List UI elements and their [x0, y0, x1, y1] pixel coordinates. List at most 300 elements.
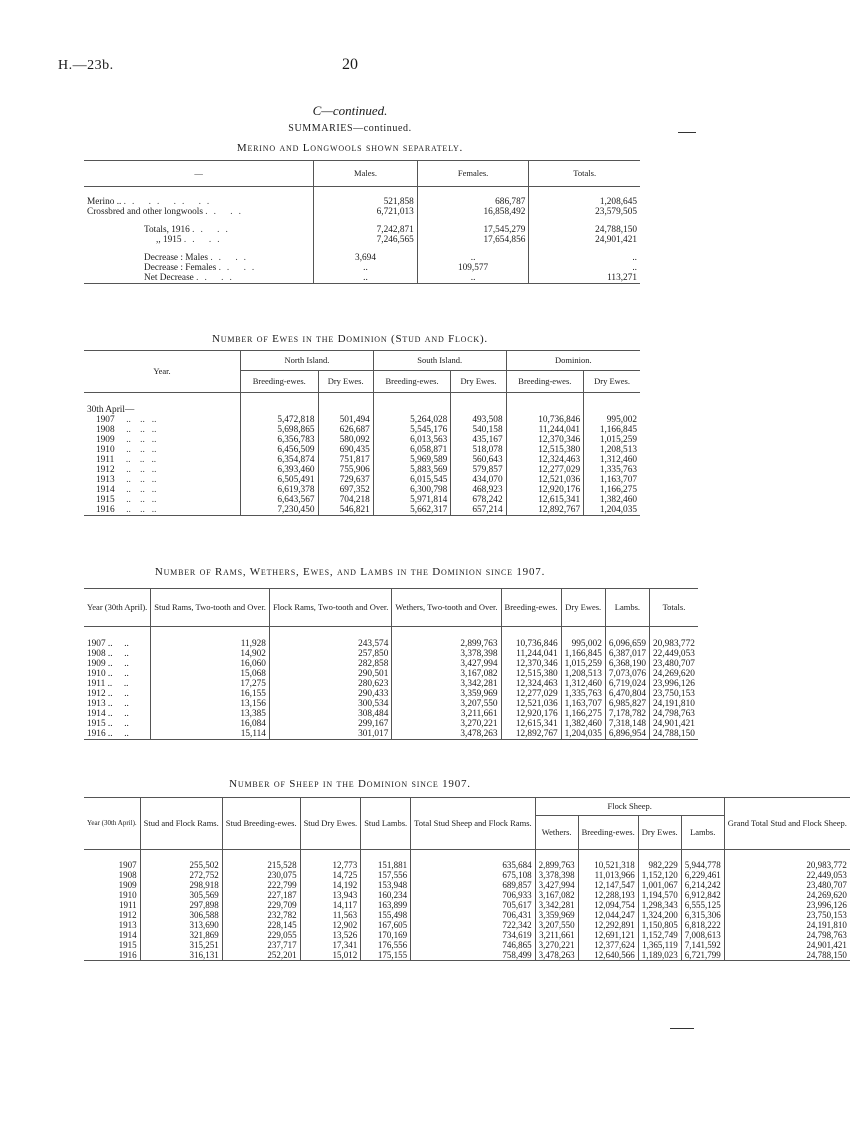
leader-dots: .. ..	[105, 668, 129, 679]
cell: 170,169	[361, 930, 411, 940]
cell: 15,012	[300, 950, 361, 961]
cell: 14,117	[300, 900, 361, 910]
cell: 729,637	[318, 475, 373, 485]
cell: 3,207,550	[392, 699, 501, 709]
cell: 1,152,120	[638, 870, 681, 880]
sub-head: Breeding-ewes.	[241, 371, 319, 393]
col-head: Totals.	[529, 161, 640, 187]
cell: 306,588	[140, 910, 222, 920]
table-row	[84, 639, 698, 649]
year-cell: 1915	[118, 939, 137, 950]
cell: 12,324,463	[501, 679, 561, 689]
table1-title: Merino and Longwools shown separately.	[236, 142, 464, 154]
cell: 7,141,592	[681, 940, 724, 950]
year-head: Year (30th April).	[84, 798, 140, 850]
row-label: Totals, 1916	[144, 224, 190, 235]
year-cell: 1910	[118, 889, 137, 900]
cell: 5,883,569	[373, 465, 451, 475]
leader-dots: .. ..	[105, 648, 129, 659]
cell: 15,114	[151, 729, 270, 740]
cell: 1,163,707	[584, 475, 640, 485]
table-row	[84, 900, 850, 910]
leader-dots: .. .. ..	[114, 464, 157, 475]
cell: 5,662,317	[373, 505, 451, 516]
cell: 23,750,153	[650, 689, 698, 699]
cell: 290,433	[269, 689, 391, 699]
cell: 12,324,463	[506, 455, 584, 465]
col-head: Breeding-ewes.	[501, 589, 561, 627]
table-row	[84, 950, 850, 961]
cell: 690,435	[318, 445, 373, 455]
cell: 5,969,589	[373, 455, 451, 465]
year-cell	[84, 425, 241, 435]
leader-dots: .. ..	[105, 638, 129, 649]
cell: 255,502	[140, 860, 222, 870]
sub-head: Dry Ewes.	[318, 371, 373, 393]
cell: 635,684	[411, 860, 535, 870]
col-head: Year (30th April).	[87, 602, 148, 612]
cell: 14,725	[300, 870, 361, 880]
cell: 6,393,460	[241, 465, 319, 475]
sub-head: Lambs.	[681, 816, 724, 850]
cell: 313,690	[140, 920, 222, 930]
cell: 3,270,221	[535, 940, 578, 950]
col-head: Dry Ewes.	[561, 589, 605, 627]
cell: 3,478,263	[535, 950, 578, 961]
table1-merino-longwools	[84, 160, 640, 284]
table-row	[84, 689, 698, 699]
sub-head: Dry Ewes.	[638, 816, 681, 850]
cell: 10,736,846	[506, 415, 584, 425]
col-head: —	[194, 168, 203, 178]
cell: 24,798,763	[650, 709, 698, 719]
cell: 6,387,017	[605, 649, 649, 659]
cell: 160,234	[361, 890, 411, 900]
table4-title: Number of Sheep in the Dominion since 1907.	[229, 778, 471, 790]
year-label: 1910	[87, 668, 106, 679]
cell: 1,208,513	[561, 669, 605, 679]
year-label: 1908	[96, 424, 115, 435]
cell: 1,189,023	[638, 950, 681, 961]
table-row	[84, 415, 640, 425]
cell: 3,427,994	[392, 659, 501, 669]
sub-head: Breeding-ewes.	[373, 371, 451, 393]
table3-rams-wethers	[84, 588, 698, 740]
cell: 12,773	[300, 860, 361, 870]
sub-head: Breeding-ewes.	[578, 816, 638, 850]
year-label: 1908	[87, 648, 106, 659]
cell: 153,948	[361, 880, 411, 890]
cell: 1,382,460	[561, 719, 605, 729]
table-row	[84, 455, 640, 465]
year-cell	[84, 475, 241, 485]
table-row: Crossbred and other longwools .. .. 6,721,013 16,858,492 23,579,505	[84, 207, 640, 217]
table-row	[84, 910, 850, 920]
cell: 706,431	[411, 910, 535, 920]
leader-dots: .. .. ..	[114, 414, 157, 425]
lead-label: 30th April—	[87, 404, 135, 415]
cell: 1,204,035	[561, 729, 605, 740]
cell: 23,996,126	[650, 679, 698, 689]
cell: 3,270,221	[392, 719, 501, 729]
cell: 222,799	[222, 880, 300, 890]
year-cell	[84, 465, 241, 475]
cell: 16,060	[151, 659, 270, 669]
cell: 237,717	[222, 940, 300, 950]
cell: 11,928	[151, 639, 270, 649]
cell: 1,194,570	[638, 890, 681, 900]
year-cell	[84, 495, 241, 505]
cell: 982,229	[638, 860, 681, 870]
cell: 113,271	[529, 273, 640, 284]
cell: 12,902	[300, 920, 361, 930]
cell: 540,158	[451, 425, 506, 435]
margin-mark	[670, 1028, 694, 1029]
cell: 3,478,263	[392, 729, 501, 740]
cell: 12,515,380	[506, 445, 584, 455]
cell: 229,709	[222, 900, 300, 910]
cell: 315,251	[140, 940, 222, 950]
cell: 12,920,176	[506, 485, 584, 495]
cell: 518,078	[451, 445, 506, 455]
cell: ..	[529, 263, 640, 273]
year-label: 1914	[87, 708, 106, 719]
cell: 12,515,380	[501, 669, 561, 679]
cell: ..	[314, 263, 418, 273]
year-label: 1907	[96, 414, 115, 425]
table-row	[84, 920, 850, 930]
cell: 6,505,491	[241, 475, 319, 485]
col-head: Wethers, Two-tooth and Over.	[392, 589, 501, 627]
cell: 321,869	[140, 930, 222, 940]
year-cell: 1909	[118, 879, 137, 890]
year-cell	[84, 659, 151, 669]
year-cell	[84, 649, 151, 659]
cell: 23,480,707	[724, 880, 850, 890]
cell: 155,498	[361, 910, 411, 920]
year-cell	[84, 639, 151, 649]
cell: 1,150,805	[638, 920, 681, 930]
cell: 24,901,421	[724, 940, 850, 950]
cell: 3,694	[314, 253, 418, 263]
cell: 6,555,125	[681, 900, 724, 910]
cell: 14,902	[151, 649, 270, 659]
year-cell: 1912	[118, 909, 137, 920]
year-label: 1910	[96, 444, 115, 455]
cell: 12,277,029	[506, 465, 584, 475]
cell: 6,368,190	[605, 659, 649, 669]
cell: 2,899,763	[535, 860, 578, 870]
year-label: 1909	[87, 658, 106, 669]
cell: 316,131	[140, 950, 222, 961]
table-row	[84, 719, 698, 729]
cell: 3,342,281	[535, 900, 578, 910]
cell: 7,073,076	[605, 669, 649, 679]
cell: 6,643,567	[241, 495, 319, 505]
group-head: South Island.	[373, 351, 506, 371]
table-row	[84, 475, 640, 485]
cell: 24,191,810	[724, 920, 850, 930]
cell: 7,318,148	[605, 719, 649, 729]
cell: 11,244,041	[506, 425, 584, 435]
year-cell	[84, 485, 241, 495]
table-row: Totals, 1916 .. .. 7,242,871 17,545,279 24,788,150	[84, 225, 640, 235]
cell: 24,788,150	[529, 225, 640, 235]
table-row: ,, 1915 .. .. 7,246,565 17,654,856 24,901,421	[84, 235, 640, 245]
table2-ewes	[84, 350, 640, 516]
year-label: 1912	[87, 688, 106, 699]
cell: 1,382,460	[584, 495, 640, 505]
cell: 3,167,082	[392, 669, 501, 679]
cell: 657,214	[451, 505, 506, 516]
year-label: 1916	[96, 504, 115, 515]
cell: 22,449,053	[724, 870, 850, 880]
flock-head: Flock Sheep.	[535, 798, 724, 816]
leader-dots: .. .. ..	[114, 444, 157, 455]
cell: 7,008,613	[681, 930, 724, 940]
year-cell: 1916	[118, 949, 137, 960]
table-row	[84, 940, 850, 950]
cell: 468,923	[451, 485, 506, 495]
cell: 282,858	[269, 659, 391, 669]
cell: 13,526	[300, 930, 361, 940]
cell: ..	[529, 253, 640, 263]
year-label: 1909	[96, 434, 115, 445]
table-row	[84, 485, 640, 495]
cell: 1,208,513	[584, 445, 640, 455]
cell: 6,719,024	[605, 679, 649, 689]
col-head: Stud Dry Ewes.	[300, 798, 361, 850]
cell: 1,312,460	[561, 679, 605, 689]
cell: 6,315,306	[681, 910, 724, 920]
cell: 163,899	[361, 900, 411, 910]
sub-head: Breeding-ewes.	[506, 371, 584, 393]
cell: 1,365,119	[638, 940, 681, 950]
cell: 5,264,028	[373, 415, 451, 425]
year-cell	[84, 679, 151, 689]
cell: 12,147,547	[578, 880, 638, 890]
table4-sheep	[84, 797, 850, 961]
col-head: Totals.	[650, 589, 698, 627]
cell: 12,292,891	[578, 920, 638, 930]
row-label: ,, 1915	[156, 234, 182, 245]
cell: 257,850	[269, 649, 391, 659]
page-number: 20	[342, 56, 358, 73]
leader-dots: .. .. ..	[114, 424, 157, 435]
cell: 3,378,398	[392, 649, 501, 659]
row-label: Crossbred and other longwools	[87, 206, 203, 217]
table-row: Net Decrease .. .. .. .. 113,271	[84, 273, 640, 284]
cell: 6,721,799	[681, 950, 724, 961]
cell: 6,229,461	[681, 870, 724, 880]
col-head: Flock Rams, Two-tooth and Over.	[269, 589, 391, 627]
year-cell	[84, 415, 241, 425]
leader-dots: .. .. ..	[114, 484, 157, 495]
table-row: Merino .. .. .. .. .. 521,858 686,787 1,208,645	[84, 197, 640, 207]
cell: 1,204,035	[584, 505, 640, 516]
cell: 6,721,013	[314, 207, 418, 217]
cell: 308,484	[269, 709, 391, 719]
cell: 11,563	[300, 910, 361, 920]
cell: 755,906	[318, 465, 373, 475]
cell: 230,075	[222, 870, 300, 880]
cell: 12,521,036	[506, 475, 584, 485]
cell: 3,427,994	[535, 880, 578, 890]
cell: 12,370,346	[501, 659, 561, 669]
cell: 20,983,772	[650, 639, 698, 649]
cell: 13,385	[151, 709, 270, 719]
cell: 7,246,565	[314, 235, 418, 245]
cell: 560,643	[451, 455, 506, 465]
cell: 697,352	[318, 485, 373, 495]
table-row	[84, 860, 850, 870]
cell: 272,752	[140, 870, 222, 880]
cell: 24,788,150	[650, 729, 698, 740]
cell: 1,166,275	[561, 709, 605, 719]
cell: 17,654,856	[417, 235, 529, 245]
cell: 6,818,222	[681, 920, 724, 930]
cell: 995,002	[561, 639, 605, 649]
table-row	[84, 649, 698, 659]
year-cell	[84, 669, 151, 679]
cell: 11,244,041	[501, 649, 561, 659]
cell: 521,858	[314, 197, 418, 207]
cell: 6,058,871	[373, 445, 451, 455]
cell: 1,324,200	[638, 910, 681, 920]
cell: 252,201	[222, 950, 300, 961]
table-row	[84, 465, 640, 475]
table-row	[84, 679, 698, 689]
summaries-heading: SUMMARIES—continued.	[288, 123, 412, 134]
row-label: Decrease : Males	[144, 252, 209, 263]
table-row	[84, 495, 640, 505]
year-cell	[84, 689, 151, 699]
table-row	[84, 669, 698, 679]
cell: 6,015,545	[373, 475, 451, 485]
group-head: North Island.	[241, 351, 374, 371]
cell: 12,640,566	[578, 950, 638, 961]
table2-title: Number of Ewes in the Dominion (Stud and Flock).	[212, 333, 488, 345]
cell: 722,342	[411, 920, 535, 930]
cell: 17,341	[300, 940, 361, 950]
cell: 5,971,814	[373, 495, 451, 505]
year-label: 1915	[87, 718, 106, 729]
leader-dots: .. ..	[105, 728, 129, 739]
year-cell	[84, 445, 241, 455]
cell: 706,933	[411, 890, 535, 900]
cell: 1,335,763	[561, 689, 605, 699]
cell: 12,615,341	[506, 495, 584, 505]
col-head: Stud Rams, Two-tooth and Over.	[151, 589, 270, 627]
row-label: Net Decrease	[144, 272, 194, 283]
table-row	[84, 930, 850, 940]
cell: 6,354,874	[241, 455, 319, 465]
margin-mark	[678, 132, 696, 133]
sub-head: Dry Ewes.	[584, 371, 640, 393]
cell: 157,556	[361, 870, 411, 880]
cell: 12,920,176	[501, 709, 561, 719]
cell: 229,055	[222, 930, 300, 940]
year-cell: 1907	[118, 859, 137, 870]
table-row	[84, 445, 640, 455]
year-label: 1915	[96, 494, 115, 505]
table-row	[84, 709, 698, 719]
cell: 16,858,492	[417, 207, 529, 217]
cell: 5,545,176	[373, 425, 451, 435]
leader-dots: .. ..	[105, 658, 129, 669]
year-cell	[84, 729, 151, 740]
cell: 434,070	[451, 475, 506, 485]
cell: 23,996,126	[724, 900, 850, 910]
cell: 1,298,343	[638, 900, 681, 910]
cell: 17,275	[151, 679, 270, 689]
cell: 1,166,845	[584, 425, 640, 435]
cell: 626,687	[318, 425, 373, 435]
cell: 243,574	[269, 639, 391, 649]
year-cell	[84, 719, 151, 729]
table-row: Decrease : Females .. .. .. 109,577 ..	[84, 263, 640, 273]
table-row	[84, 699, 698, 709]
cell: 24,269,620	[650, 669, 698, 679]
leader-dots: .. ..	[105, 688, 129, 699]
cell: 6,096,659	[605, 639, 649, 649]
year-cell: 1908	[118, 869, 137, 880]
cell: 3,378,398	[535, 870, 578, 880]
table-row	[84, 425, 640, 435]
leader-dots: .. .. ..	[114, 494, 157, 505]
cell: 215,528	[222, 860, 300, 870]
sub-head: Wethers.	[535, 816, 578, 850]
col-head: Stud Breeding-ewes.	[222, 798, 300, 850]
cell: 12,691,121	[578, 930, 638, 940]
continued-heading: C—continued.	[312, 103, 388, 118]
cell: 12,094,754	[578, 900, 638, 910]
year-label: 1912	[96, 464, 115, 475]
cell: 24,269,620	[724, 890, 850, 900]
cell: 12,521,036	[501, 699, 561, 709]
col-head: Total Stud Sheep and Flock Rams.	[411, 798, 535, 850]
cell: 300,534	[269, 699, 391, 709]
year-label: 1913	[87, 698, 106, 709]
cell: ..	[417, 253, 529, 263]
cell: 6,300,798	[373, 485, 451, 495]
cell: 3,359,969	[392, 689, 501, 699]
row-label: Merino ..	[87, 196, 122, 207]
cell: 23,579,505	[529, 207, 640, 217]
cell: 10,521,318	[578, 860, 638, 870]
col-head: Lambs.	[605, 589, 649, 627]
leader-dots: .. .. ..	[114, 454, 157, 465]
cell: 5,472,818	[241, 415, 319, 425]
year-label: 1916	[87, 728, 106, 739]
cell: 10,736,846	[501, 639, 561, 649]
cell: 3,342,281	[392, 679, 501, 689]
col-head: Females.	[417, 161, 529, 187]
cell: 12,377,624	[578, 940, 638, 950]
year-label: 1907	[87, 638, 106, 649]
cell: 228,145	[222, 920, 300, 930]
table-row	[84, 880, 850, 890]
cell: 546,821	[318, 505, 373, 516]
cell: 1,015,259	[584, 435, 640, 445]
cell: 23,750,153	[724, 910, 850, 920]
cell: 1,152,749	[638, 930, 681, 940]
year-cell	[84, 699, 151, 709]
cell: 689,857	[411, 880, 535, 890]
cell: 705,617	[411, 900, 535, 910]
cell: 734,619	[411, 930, 535, 940]
cell: 1,166,845	[561, 649, 605, 659]
